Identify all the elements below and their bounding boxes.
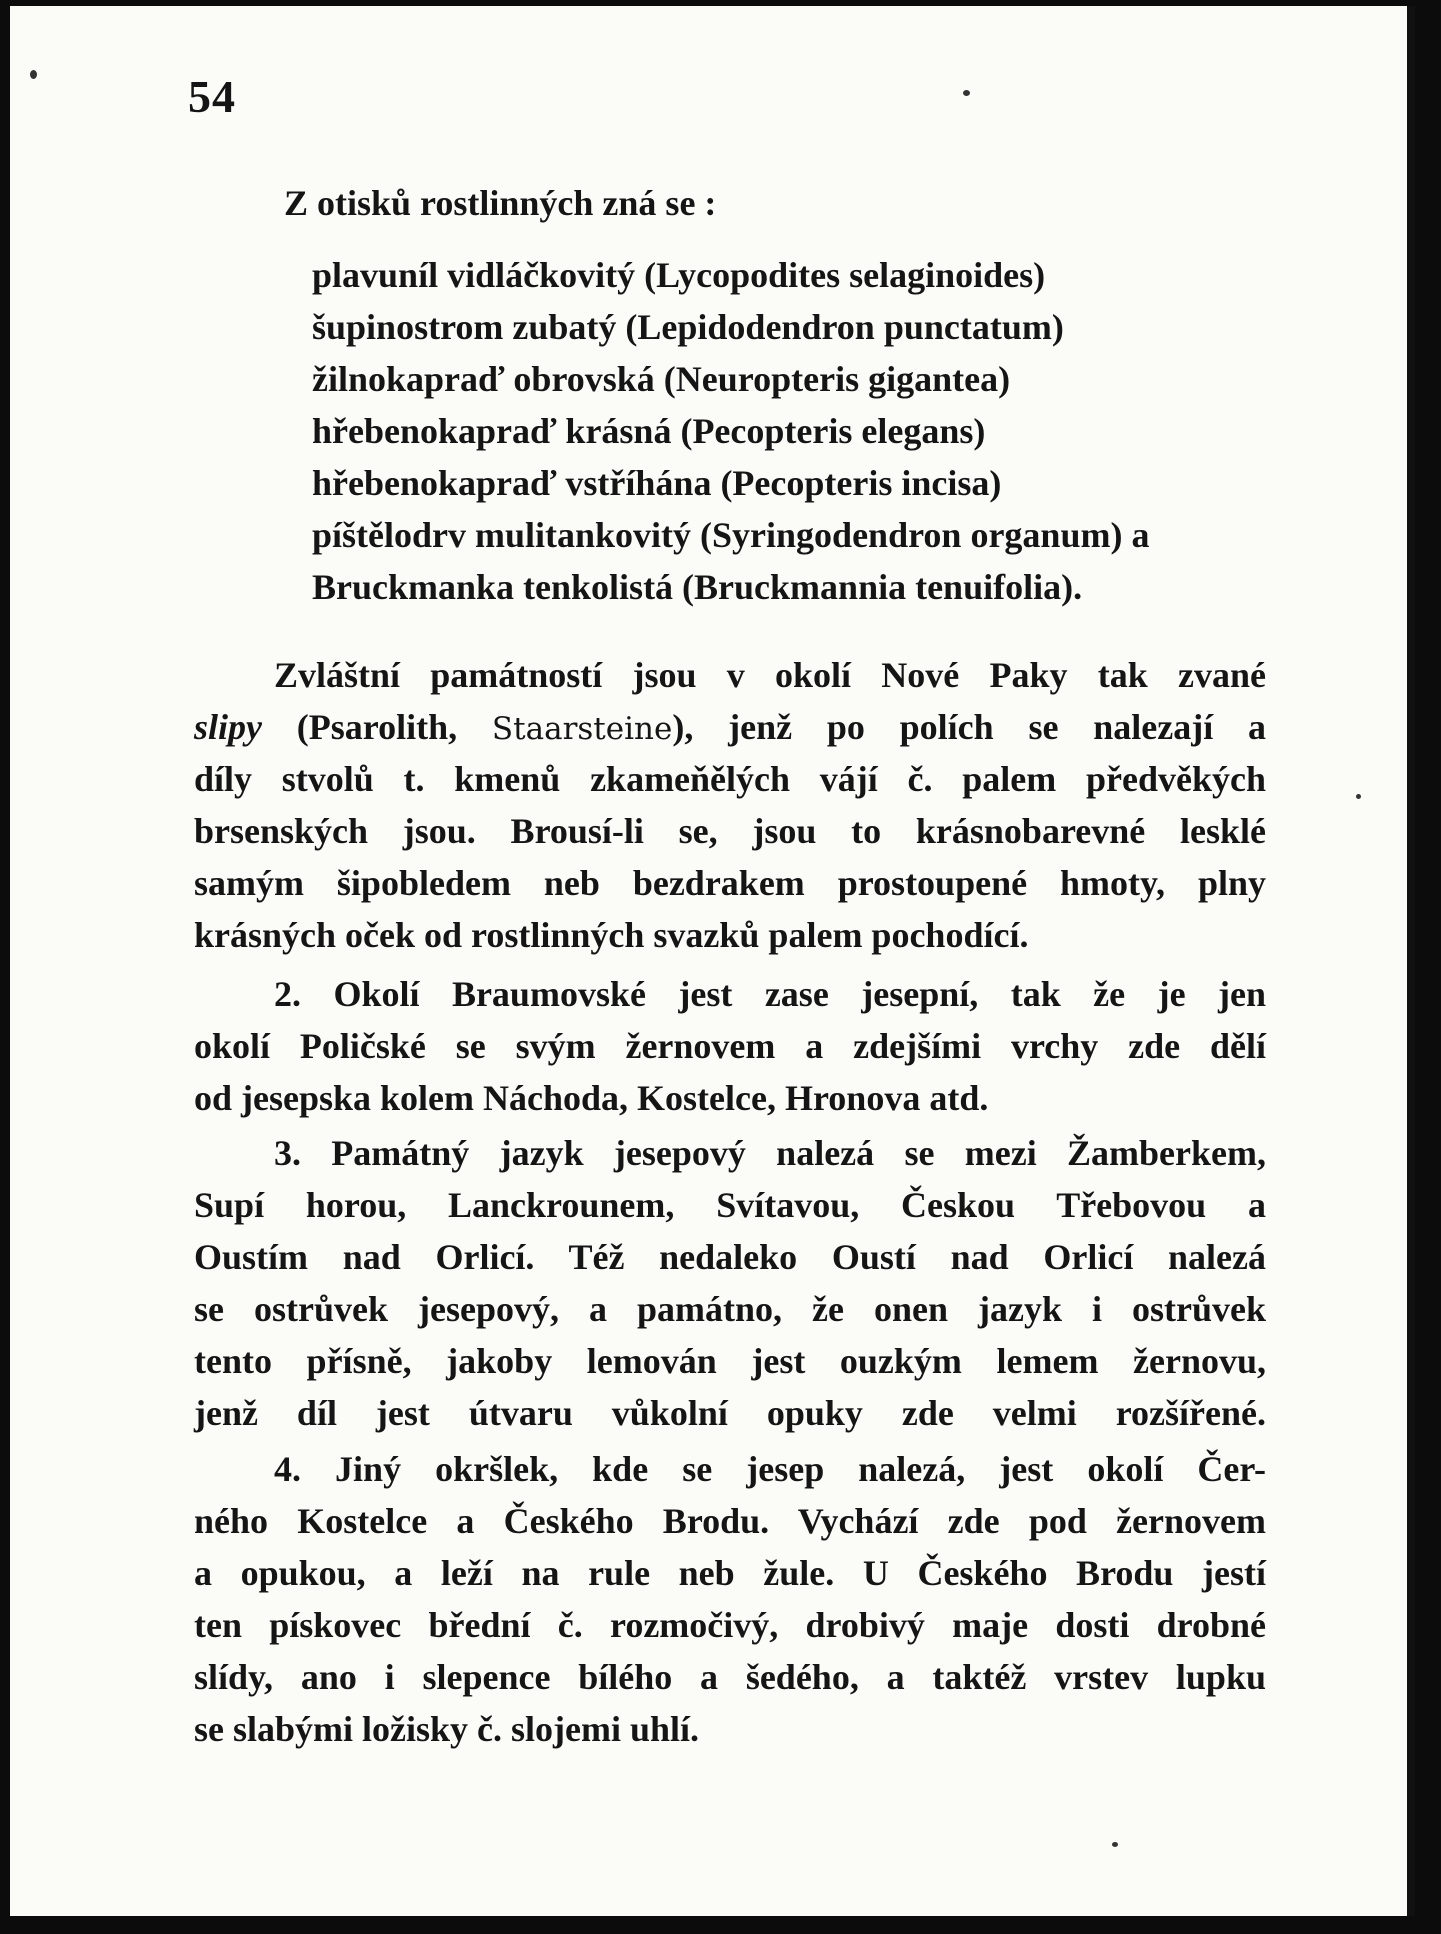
paragraph-braumov <box>194 968 1266 1124</box>
paragraph-zamberk <box>194 1127 1266 1439</box>
text-line: Oustím nad Orlicí. Též nedaleko Oustí nad Orlicí nalezá <box>194 1237 1266 1277</box>
text-line: ten pískovec břední č. rozmočivý, drobivý maje dosti drobné <box>194 1605 1266 1645</box>
text-line: Zvláštní památností jsou v okolí Nové Paky tak zvané <box>274 655 1266 695</box>
list-item: píštělodrv mulitankovitý (Syringodendron organum) a <box>312 515 1150 555</box>
text-line: okolí Poličské se svým žernovem a zdejšími vrchy zde dělí <box>194 1026 1266 1066</box>
text-line: díly stvolů t. kmenů zkameňělých vájí č. palem předvěkých <box>194 759 1266 799</box>
list-item: hřebenokapraď krásná (Pecopteris elegans) <box>312 411 986 451</box>
fraktur-term: Staarsteine <box>491 711 673 747</box>
text-line: slídy, ano i slepence bílého a šedého, a taktéž vrstev lupku <box>194 1657 1266 1697</box>
text-line: jenž díl jest útvaru vůkolní opuky zde velmi rozšířené. <box>194 1393 1266 1433</box>
text-line: se ostrůvek jesepový, a památno, že onen jazyk i ostrůvek <box>194 1289 1266 1329</box>
list-item: hřebenokapraď vstříhána (Pecopteris incisa) <box>312 463 1002 503</box>
text-line: od jesepska kolem Náchoda, Kostelce, Hronova atd. <box>194 1078 989 1118</box>
list-item: Bruckmanka tenkolistá (Bruckmannia tenuifolia). <box>312 567 1083 607</box>
text-line: samým šipobledem neb bezdrakem prostoupené hmoty, plny <box>194 863 1266 903</box>
list-item: plavuníl vidláčkovitý (Lycopodites selaginoides) <box>312 255 1046 295</box>
text-line: se slabými ložisky č. slojemi uhlí. <box>194 1709 700 1749</box>
text-line: tento přísně, jakoby lemován jest ouzkým lemem žernovu, <box>194 1341 1266 1381</box>
book-page <box>10 6 1415 1916</box>
print-speck <box>30 70 37 79</box>
text-line: 2. Okolí Braumovské jest zase jesepní, tak že je jen <box>274 974 1266 1014</box>
list-item: žilnokapraď obrovská (Neuropteris gigantea) <box>312 359 1011 399</box>
paragraph-nova-paka <box>194 649 1266 961</box>
print-speck <box>1356 794 1361 799</box>
plant-imprint-list <box>312 249 1272 613</box>
print-speck <box>963 90 970 96</box>
text-line: Supí horou, Lanckrounem, Svítavou, Českou Třebovou a <box>194 1185 1266 1225</box>
text-line: a opukou, a leží na rule neb žule. U Českého Brodu jestí <box>194 1553 1266 1593</box>
text-line <box>194 701 1266 753</box>
text-line: krásných oček od rostlinných svazků palem pochodící. <box>194 915 1029 955</box>
text-line: brsenských jsou. Brousí-li se, jsou to krásnobarevné lesklé <box>194 811 1266 851</box>
text-line: 4. Jiný okršlek, kde se jesep nalezá, jest okolí Čer- <box>274 1449 1266 1489</box>
italic-term: slipy <box>194 707 262 747</box>
text-line: ného Kostelce a Českého Brodu. Vychází zde pod žernovem <box>194 1501 1266 1541</box>
list-item: šupinostrom zubatý (Lepidodendron punctatum) <box>312 307 1064 347</box>
page-number: 54 <box>188 71 236 122</box>
section-heading: Z otisků rostlinných zná se : <box>284 183 717 223</box>
print-speck <box>1112 1842 1118 1847</box>
text-line: 3. Památný jazyk jesepový nalezá se mezi Žamberkem, <box>274 1133 1266 1173</box>
paragraph-cesky-brod <box>194 1443 1266 1755</box>
text-fragment: ), jenž po polích se nalezají a <box>672 707 1266 747</box>
text-fragment: (Psarolith, <box>262 707 492 747</box>
